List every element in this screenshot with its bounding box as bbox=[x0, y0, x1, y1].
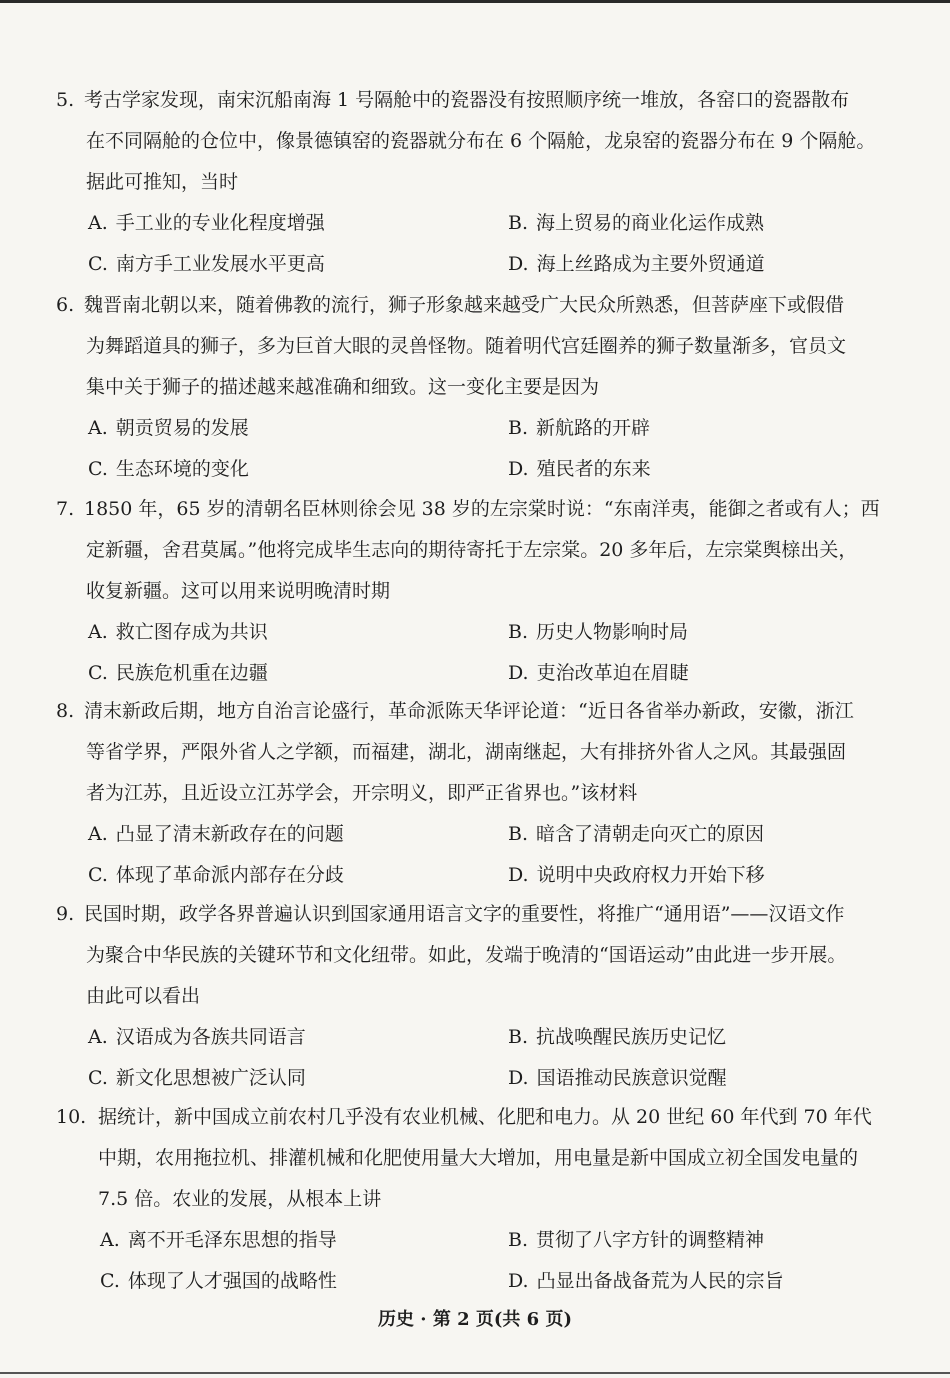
option-text: 海上丝路成为主要外贸通道 bbox=[536, 253, 765, 275]
option-text: 国语推动民族意识觉醒 bbox=[536, 1067, 727, 1089]
option-d bbox=[508, 449, 651, 490]
stem-line: 收复新疆。这可以用来说明晚清时期 bbox=[86, 580, 391, 602]
stem-line: 定新疆，舍君莫属。”他将完成毕生志向的期待寄托于左宗棠。20 多年后，左宗棠舆榇出关， bbox=[86, 539, 858, 561]
option-a bbox=[88, 408, 249, 449]
option-label: A. bbox=[88, 823, 108, 845]
option-label: C. bbox=[100, 1270, 120, 1292]
option-text: 救亡图存成为共识 bbox=[115, 621, 268, 643]
option-text: 南方手工业发展水平更高 bbox=[115, 253, 325, 275]
option-label: C. bbox=[88, 662, 108, 684]
question-7 bbox=[56, 489, 916, 694]
option-b bbox=[508, 203, 764, 244]
question-stem bbox=[56, 80, 916, 203]
option-label: B. bbox=[508, 1026, 529, 1048]
stem-line: 考古学家发现，南宋沉船南海 1 号隔舱中的瓷器没有按照顺序统一堆放，各窑口的瓷器散布 bbox=[84, 89, 850, 111]
option-a bbox=[88, 814, 344, 855]
option-b bbox=[508, 612, 688, 653]
option-c bbox=[100, 1261, 337, 1302]
option-b bbox=[508, 408, 650, 449]
question-stem bbox=[56, 489, 916, 612]
option-d bbox=[508, 855, 765, 896]
question-number: 9. bbox=[56, 903, 75, 925]
question-number: 5. bbox=[56, 89, 75, 111]
stem-line: 集中关于狮子的描述越来越准确和细致。这一变化主要是因为 bbox=[86, 376, 600, 398]
option-text: 凸显了清末新政存在的问题 bbox=[115, 823, 344, 845]
option-label: D. bbox=[508, 864, 529, 886]
stem-line: 据统计，新中国成立前农村几乎没有农业机械、化肥和电力。从 20 世纪 60 年代到 70 年代 bbox=[98, 1106, 872, 1128]
stem-line: 民国时期，政学各界普遍认识到国家通用语言文字的重要性，将推广“通用语”——汉语文作 bbox=[84, 903, 845, 925]
option-label: B. bbox=[508, 1229, 529, 1251]
option-text: 朝贡贸易的发展 bbox=[115, 417, 249, 439]
page-footer: 历史 · 第 2 页(共 6 页) bbox=[378, 1309, 572, 1330]
question-number: 6. bbox=[56, 294, 75, 316]
option-label: D. bbox=[508, 1067, 529, 1089]
option-label: D. bbox=[508, 1270, 529, 1292]
option-text: 新航路的开辟 bbox=[536, 417, 651, 439]
option-a bbox=[88, 203, 325, 244]
question-stem bbox=[56, 285, 916, 408]
option-label: A. bbox=[88, 417, 108, 439]
question-10 bbox=[56, 1097, 916, 1302]
option-text: 凸显出备战备荒为人民的宗旨 bbox=[536, 1270, 784, 1292]
options bbox=[56, 1017, 916, 1099]
page-bottom-edge bbox=[0, 1372, 950, 1374]
option-text: 暗含了清朝走向灭亡的原因 bbox=[536, 823, 765, 845]
option-a bbox=[88, 1017, 306, 1058]
option-text: 民族危机重在边疆 bbox=[115, 662, 268, 684]
question-stem bbox=[56, 1097, 916, 1220]
option-text: 新文化思想被广泛认同 bbox=[115, 1067, 306, 1089]
option-label: C. bbox=[88, 458, 108, 480]
option-label: B. bbox=[508, 621, 529, 643]
option-text: 历史人物影响时局 bbox=[536, 621, 689, 643]
options bbox=[56, 612, 916, 694]
option-a bbox=[100, 1220, 337, 1261]
option-d bbox=[508, 1058, 727, 1099]
option-label: C. bbox=[88, 1067, 108, 1089]
stem-line: 据此可推知，当时 bbox=[86, 171, 239, 193]
question-8 bbox=[56, 691, 916, 896]
option-label: A. bbox=[88, 621, 108, 643]
option-text: 手工业的专业化程度增强 bbox=[115, 212, 325, 234]
option-d bbox=[508, 653, 689, 694]
option-c bbox=[88, 449, 249, 490]
option-text: 离不开毛泽东思想的指导 bbox=[127, 1229, 337, 1251]
options bbox=[56, 814, 916, 896]
option-b bbox=[508, 1017, 726, 1058]
options bbox=[56, 203, 916, 285]
options bbox=[56, 1220, 916, 1302]
question-number: 7. bbox=[56, 498, 75, 520]
option-label: D. bbox=[508, 458, 529, 480]
stem-line: 者为江苏，且近设立江苏学会，开宗明义，即严正省界也。”该材料 bbox=[86, 782, 638, 804]
question-9 bbox=[56, 894, 916, 1099]
option-text: 抗战唤醒民族历史记忆 bbox=[536, 1026, 727, 1048]
option-b bbox=[508, 1220, 764, 1261]
option-d bbox=[508, 244, 765, 285]
stem-line: 1850 年，65 岁的清朝名臣林则徐会见 38 岁的左宗棠时说：“东南洋夷，能御之者或有人；西 bbox=[84, 498, 880, 520]
option-c bbox=[88, 244, 325, 285]
stem-line: 清末新政后期，地方自治言论盛行，革命派陈天华评论道：“近日各省举办新政，安徽，浙江 bbox=[84, 700, 854, 722]
question-stem bbox=[56, 894, 916, 1017]
stem-line: 为聚合中华民族的关键环节和文化纽带。如此，发端于晚清的“国语运动”由此进一步开展。 bbox=[86, 944, 847, 966]
stem-line: 由此可以看出 bbox=[86, 985, 201, 1007]
option-label: C. bbox=[88, 253, 108, 275]
stem-line: 为舞蹈道具的狮子，多为巨首大眼的灵兽怪物。随着明代宫廷圈养的狮子数量渐多，官员文 bbox=[86, 335, 847, 357]
option-label: A. bbox=[100, 1229, 120, 1251]
page-top-edge bbox=[0, 0, 950, 3]
option-text: 海上贸易的商业化运作成熟 bbox=[536, 212, 765, 234]
option-label: D. bbox=[508, 253, 529, 275]
question-number: 8. bbox=[56, 700, 75, 722]
option-label: B. bbox=[508, 212, 529, 234]
question-5 bbox=[56, 80, 916, 285]
option-text: 生态环境的变化 bbox=[115, 458, 249, 480]
option-b bbox=[508, 814, 764, 855]
option-a bbox=[88, 612, 268, 653]
option-text: 殖民者的东来 bbox=[536, 458, 651, 480]
option-text: 贯彻了八字方针的调整精神 bbox=[536, 1229, 765, 1251]
options bbox=[56, 408, 916, 490]
option-text: 体现了人才强国的战略性 bbox=[127, 1270, 337, 1292]
stem-line: 等省学界，严限外省人之学额，而福建，湖北，湖南继起，大有排挤外省人之风。其最强固 bbox=[86, 741, 847, 763]
option-label: C. bbox=[88, 864, 108, 886]
option-label: A. bbox=[88, 1026, 108, 1048]
option-text: 体现了革命派内部存在分歧 bbox=[115, 864, 344, 886]
stem-line: 中期，农用拖拉机、排灌机械和化肥使用量大大增加，用电量是新中国成立初全国发电量的 bbox=[98, 1147, 859, 1169]
question-number: 10. bbox=[56, 1106, 87, 1128]
option-text: 汉语成为各族共同语言 bbox=[115, 1026, 306, 1048]
option-label: B. bbox=[508, 823, 529, 845]
option-text: 说明中央政府权力开始下移 bbox=[536, 864, 765, 886]
question-6 bbox=[56, 285, 916, 490]
option-label: B. bbox=[508, 417, 529, 439]
option-d bbox=[508, 1261, 784, 1302]
option-label: D. bbox=[508, 662, 529, 684]
option-c bbox=[88, 653, 268, 694]
stem-line: 在不同隔舱的仓位中，像景德镇窑的瓷器就分布在 6 个隔舱，龙泉窑的瓷器分布在 9 个隔舱。 bbox=[86, 130, 876, 152]
question-stem bbox=[56, 691, 916, 814]
option-c bbox=[88, 855, 344, 896]
stem-line: 7.5 倍。农业的发展，从根本上讲 bbox=[98, 1188, 382, 1210]
option-label: A. bbox=[88, 212, 108, 234]
option-c bbox=[88, 1058, 306, 1099]
stem-line: 魏晋南北朝以来，随着佛教的流行，狮子形象越来越受广大民众所熟悉，但菩萨座下或假借 bbox=[84, 294, 845, 316]
option-text: 吏治改革迫在眉睫 bbox=[536, 662, 689, 684]
